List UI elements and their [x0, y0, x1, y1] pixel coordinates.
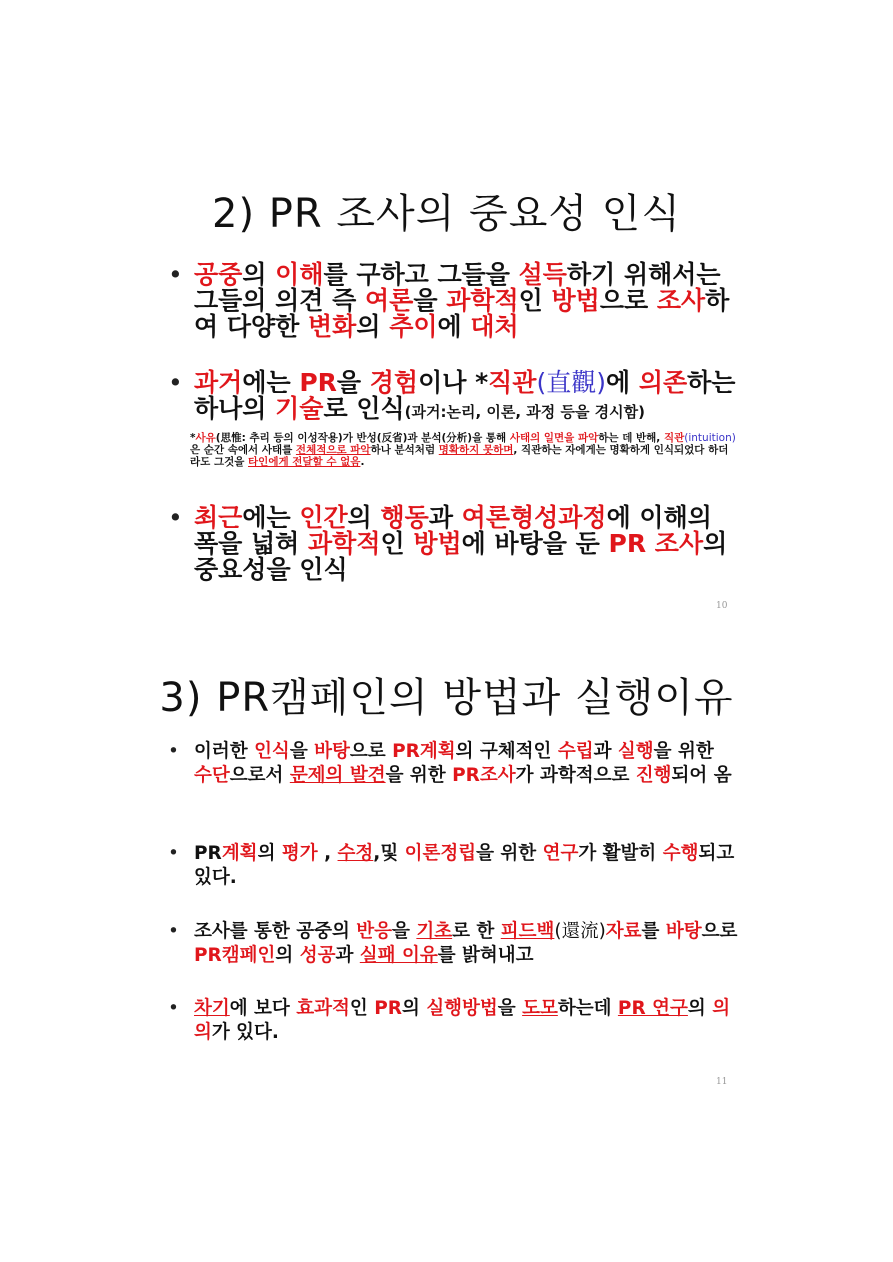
slide2-bullet-3: • 조사를 통한 공중의 반응을 기초로 한 피드백(還流)자료를 바탕으로 PR캠페인의 성공과 실패 이유를 밝혀내고 — [168, 920, 738, 968]
slide2-bullet-4: • 차기에 보다 효과적인 PR의 실행방법을 도모하는데 PR 연구의 의의가 있다. — [168, 997, 738, 1045]
slide2-bullet-2: • PR계획의 평가 , 수정,및 이론정립을 위한 연구가 활발히 수행되고 있다. — [168, 842, 738, 890]
slide1-bullet-1: • 공중의 이해를 구하고 그들을 설득하기 위해서는 그들의 의견 즉 여론을 과학적인 방법으로 조사하여 다양한 변화의 추이에 대처 — [168, 262, 738, 340]
slide1-title: 2) PR 조사의 중요성 인식 — [212, 191, 681, 237]
slide2-bullet-1: • 이러한 인식을 바탕으로 PR계획의 구체적인 수립과 실행을 위한 수단으로서 문제의 발견을 위한 PR조사가 과학적으로 진행되어 옴 — [168, 740, 738, 788]
slide1-page-number: 10 — [716, 601, 728, 611]
slide1-bullet-3: • 최근에는 인간의 행동과 여론형성과정에 이해의 폭을 넓혀 과학적인 방법에 바탕을 둔 PR 조사의 중요성을 인식 — [168, 505, 738, 583]
slide2-title: 3) PR캠페인의 방법과 실행이유 — [159, 675, 734, 721]
slide1-bullet-2: • 과거에는 PR을 경험이나 *직관(直觀)에 의존하는 하나의 기술로 인식(과거:논리, 이론, 과정 등을 경시함) — [168, 370, 738, 425]
slide1-footnote: *사유(思惟: 추리 등의 이성작용)가 반성(反省)과 분석(分析)을 통해 사태의 일면을 파악하는 데 반해, 직관(intuition)은 순간 속에서 사태를 전체적으로 파악하나 분석처럼 명확하지 못하며, 직관하는 자에게는 명확하게 인식되었다 하더라도 그것을 타인에게 전달할 수 없음. — [190, 432, 736, 468]
slide2-page-number: 11 — [716, 1077, 728, 1087]
